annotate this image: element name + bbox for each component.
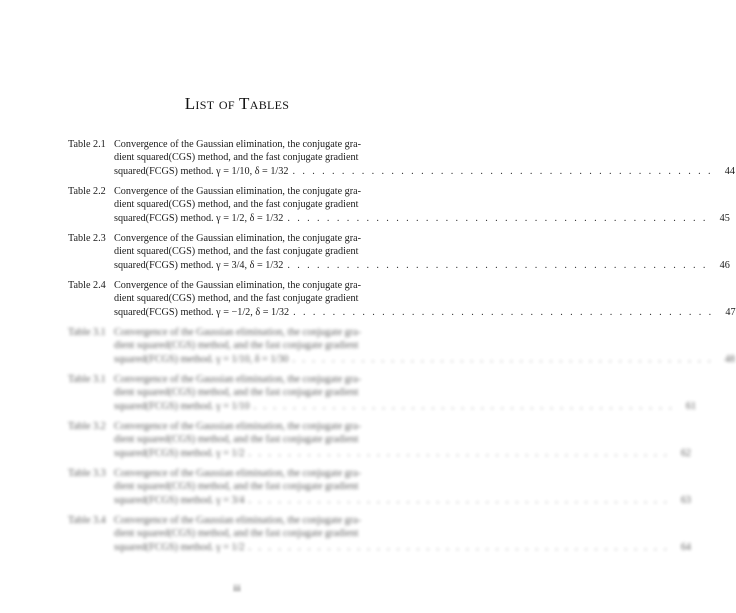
caption-line: dient squared(CGS) method, and the fast conjugate gradient bbox=[114, 340, 359, 352]
dot-leader bbox=[245, 447, 669, 460]
dot-leader bbox=[250, 400, 674, 413]
dot-leader bbox=[288, 353, 712, 366]
list-item[interactable] bbox=[68, 467, 691, 511]
table-label: Table 3.3 bbox=[68, 468, 106, 479]
table-label: Table 2.2 bbox=[68, 186, 106, 197]
table-caption bbox=[114, 232, 730, 276]
dot-leader bbox=[289, 306, 713, 319]
page-number: 46 bbox=[719, 259, 730, 271]
caption-line: squared(FCGS) method. γ = 3/4, δ = 1/32 bbox=[114, 259, 284, 271]
list-item[interactable] bbox=[68, 326, 735, 370]
dot-leader bbox=[283, 212, 707, 225]
caption-line: dient squared(CGS) method, and the fast conjugate gradient bbox=[114, 246, 359, 258]
dot-leader bbox=[288, 165, 712, 178]
dot-leader bbox=[245, 494, 669, 507]
page-number: 45 bbox=[719, 212, 730, 224]
table-list bbox=[68, 138, 736, 561]
table-caption bbox=[114, 185, 730, 229]
list-item[interactable] bbox=[68, 279, 736, 323]
table-label: Table 3.2 bbox=[68, 421, 106, 432]
page-title: List of Tables bbox=[184, 94, 290, 113]
footer-page-number: iii bbox=[233, 583, 241, 593]
caption-line: dient squared(CGS) method, and the fast conjugate gradient bbox=[114, 152, 359, 164]
table-caption bbox=[114, 279, 736, 323]
caption-line: Convergence of the Gaussian elimination, the conjugate gra- bbox=[114, 421, 362, 432]
page-number: 48 bbox=[724, 353, 735, 365]
caption-line: dient squared(CGS) method, and the fast conjugate gradient bbox=[114, 199, 359, 211]
page-number: 63 bbox=[680, 494, 691, 506]
caption-line: squared(FCGS) method. γ = 1/10 bbox=[114, 400, 250, 412]
list-item[interactable] bbox=[68, 420, 691, 464]
caption-line: dient squared(CGS) method, and the fast conjugate gradient bbox=[114, 293, 359, 305]
caption-line: dient squared(CGS) method, and the fast conjugate gradient bbox=[114, 387, 359, 399]
list-item[interactable] bbox=[68, 138, 735, 182]
caption-line: squared(FCGS) method. γ = 3/4 bbox=[114, 494, 245, 506]
list-item[interactable] bbox=[68, 232, 730, 276]
page-number: 44 bbox=[724, 165, 735, 177]
page-number: 47 bbox=[725, 306, 736, 318]
caption-line: Convergence of the Gaussian elimination, the conjugate gra- bbox=[114, 468, 362, 479]
caption-line: Convergence of the Gaussian elimination, the conjugate gra- bbox=[114, 139, 362, 150]
caption-line: Convergence of the Gaussian elimination, the conjugate gra- bbox=[114, 233, 362, 244]
table-caption bbox=[114, 514, 691, 558]
table-label: Table 3.1 bbox=[68, 374, 106, 385]
table-caption bbox=[114, 420, 691, 464]
caption-line: Convergence of the Gaussian elimination, the conjugate gra- bbox=[114, 327, 362, 338]
table-label: Table 3.1 bbox=[68, 327, 106, 338]
table-caption bbox=[114, 138, 735, 182]
caption-line: squared(FCGS) method. γ = −1/2, δ = 1/32 bbox=[114, 306, 290, 318]
caption-line: squared(FCGS) method. γ = 1/2 bbox=[114, 447, 245, 459]
caption-line: Convergence of the Gaussian elimination, the conjugate gra- bbox=[114, 515, 362, 526]
page-number: 62 bbox=[680, 447, 691, 459]
table-caption bbox=[114, 467, 691, 511]
caption-line: dient squared(CGS) method, and the fast conjugate gradient bbox=[114, 528, 359, 540]
page-number: 61 bbox=[685, 400, 697, 412]
table-label: Table 2.3 bbox=[68, 233, 106, 244]
dot-leader bbox=[245, 541, 669, 554]
table-caption bbox=[114, 373, 696, 417]
table-caption bbox=[114, 326, 735, 370]
caption-line: Convergence of the Gaussian elimination, the conjugate gra- bbox=[114, 280, 362, 291]
list-item[interactable] bbox=[68, 373, 697, 417]
caption-line: Convergence of the Gaussian elimination, the conjugate gra- bbox=[114, 374, 362, 385]
page-number: 64 bbox=[680, 541, 691, 553]
caption-line: squared(FCGS) method. γ = 1/2 bbox=[114, 541, 245, 553]
table-label: Table 2.1 bbox=[68, 139, 106, 150]
caption-line: squared(FCGS) method. γ = 1/2, δ = 1/32 bbox=[114, 212, 284, 224]
table-label: Table 3.4 bbox=[68, 515, 106, 526]
table-label: Table 2.4 bbox=[68, 280, 106, 291]
dot-leader bbox=[283, 259, 707, 272]
list-item[interactable] bbox=[68, 514, 691, 558]
list-item[interactable] bbox=[68, 185, 730, 229]
caption-line: dient squared(CGS) method, and the fast conjugate gradient bbox=[114, 434, 359, 446]
caption-line: dient squared(CGS) method, and the fast conjugate gradient bbox=[114, 481, 359, 493]
caption-line: squared(FCGS) method. γ = 1/10, δ = 1/30 bbox=[114, 353, 289, 365]
caption-line: Convergence of the Gaussian elimination, the conjugate gra- bbox=[114, 186, 362, 197]
caption-line: squared(FCGS) method. γ = 1/10, δ = 1/32 bbox=[114, 165, 289, 177]
